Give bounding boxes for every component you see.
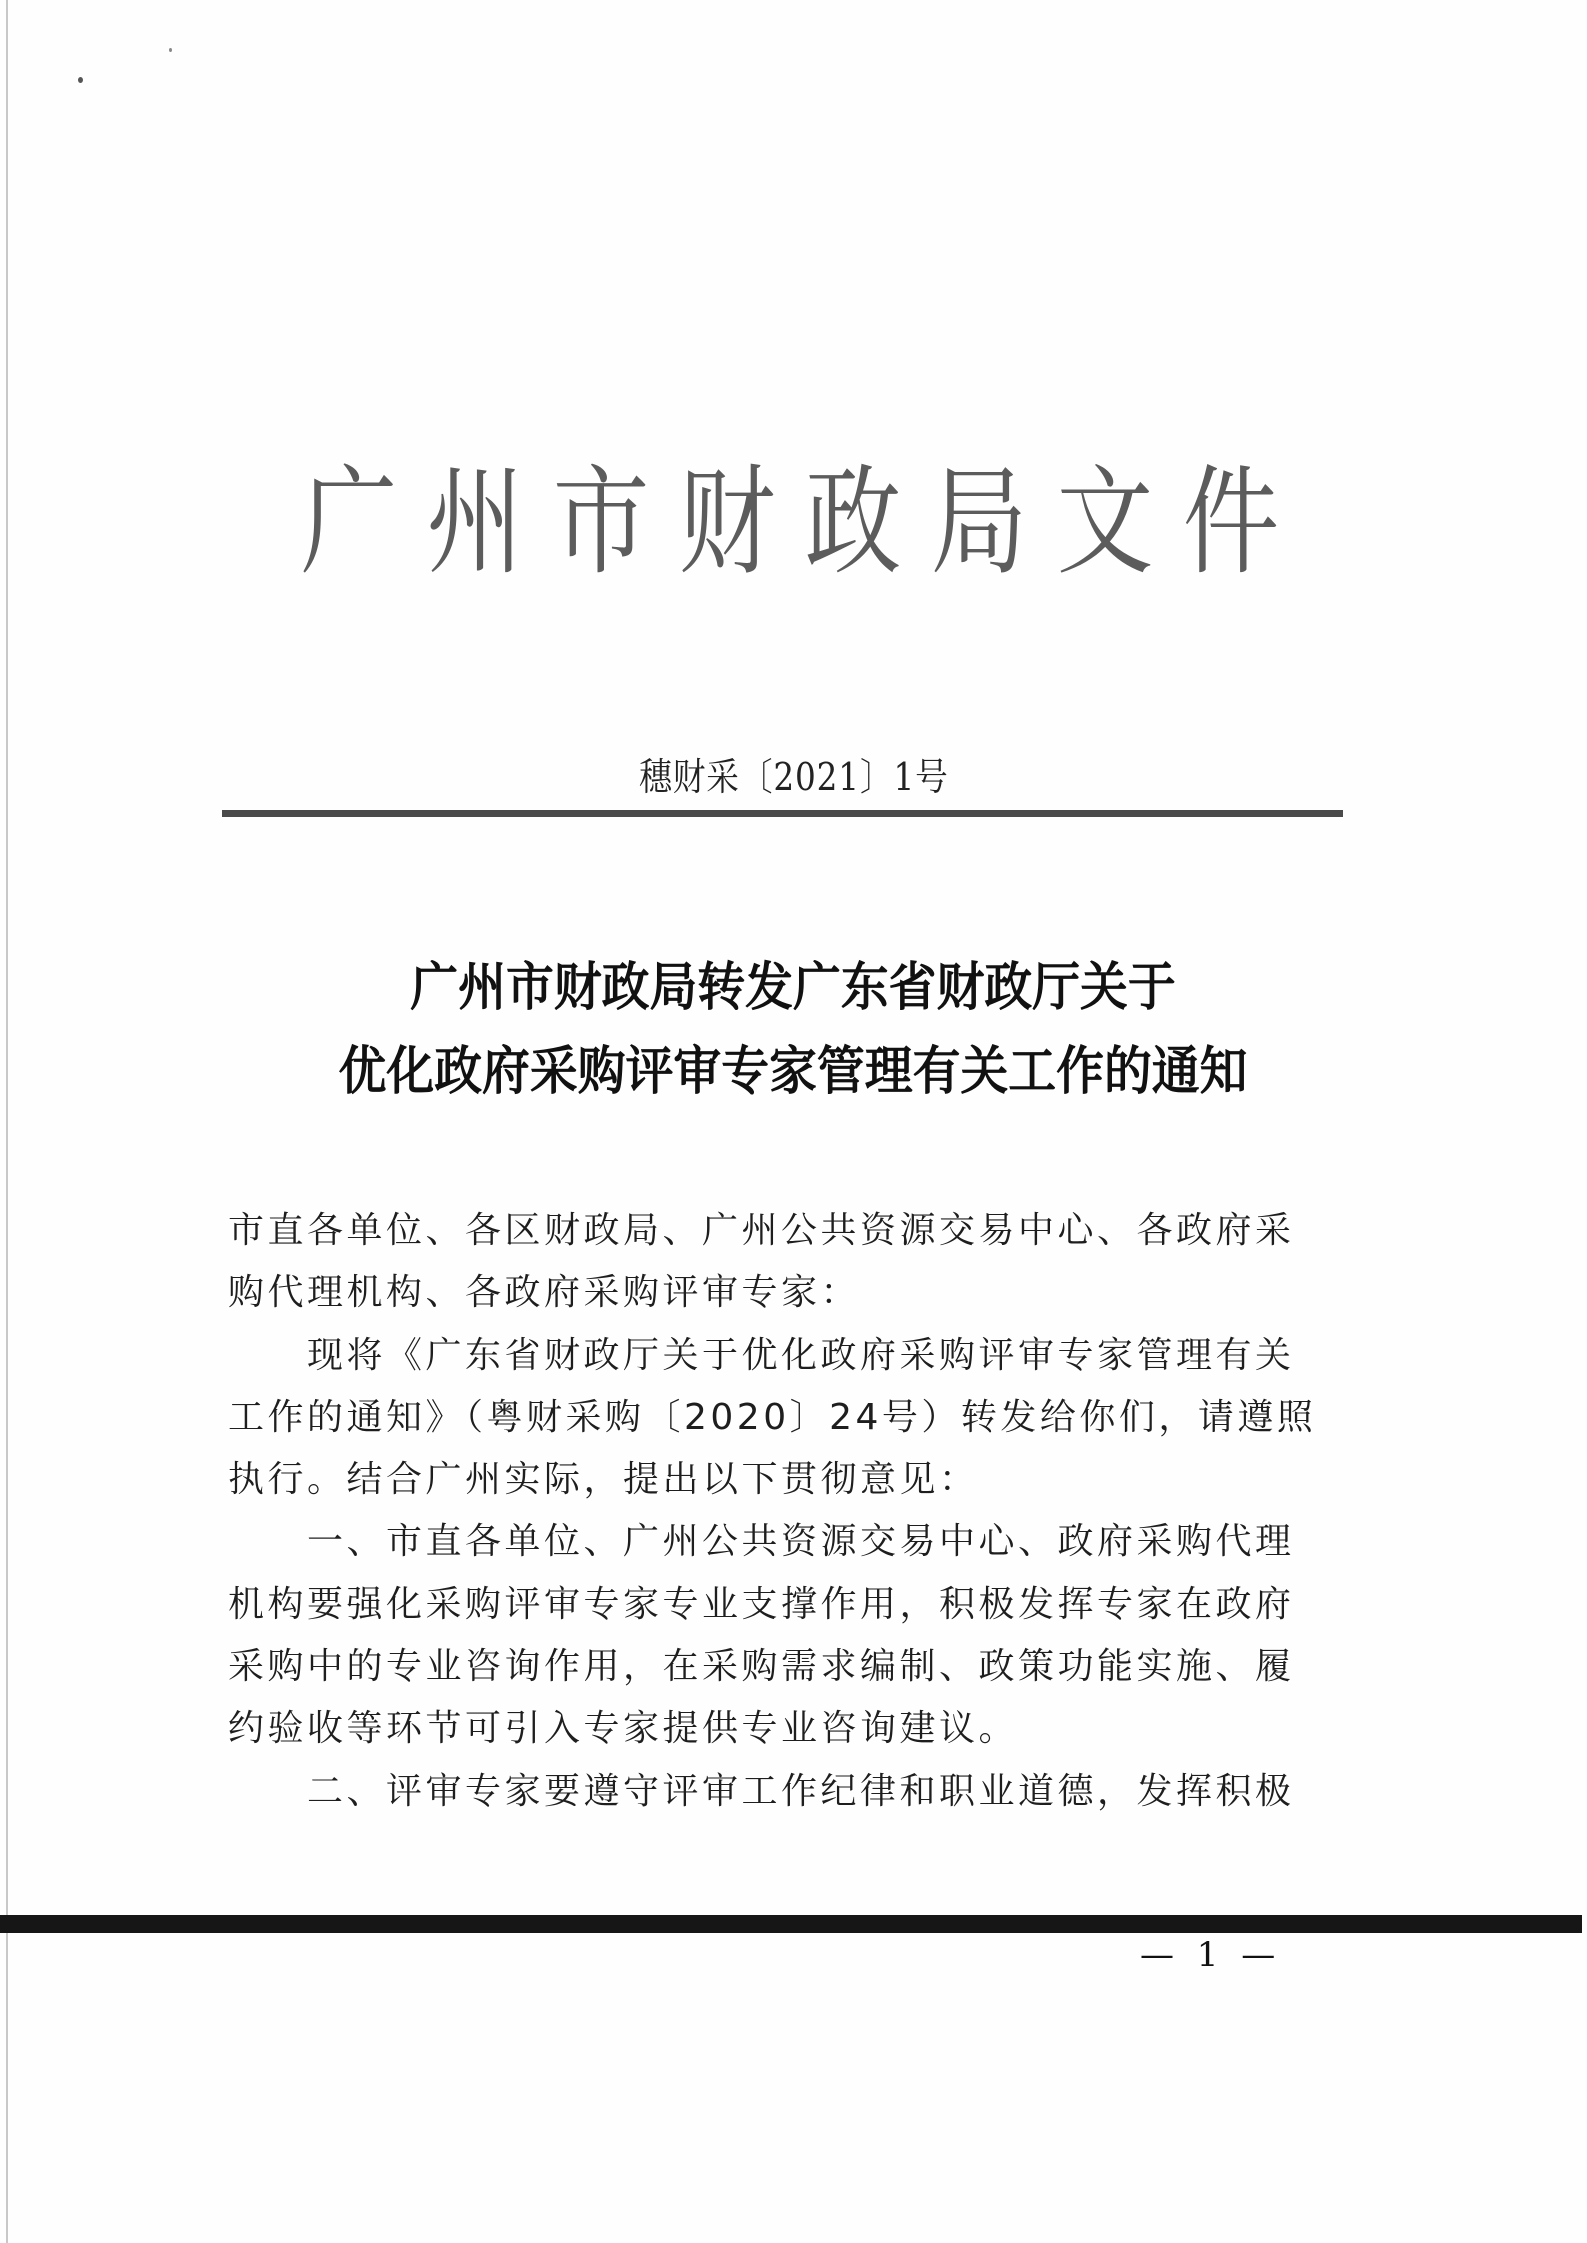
body-line: 采购中的专业咨询作用，在采购需求编制、政策功能实施、履 (228, 1646, 1295, 1688)
issuer-header-char: 财 (678, 453, 776, 591)
body-line: 工作的通知》（粤财采购〔2020〕24号）转发给你们，请遵照 (228, 1396, 1317, 1438)
scan-speck (169, 48, 172, 52)
document-body (228, 1200, 1338, 1823)
header-divider (222, 810, 1343, 817)
issuer-header-char: 文 (1056, 453, 1154, 591)
body-line: 机构要强化采购评审专家专业支撑作用，积极发挥专家在政府 (228, 1583, 1295, 1625)
body-line: 购代理机构、各政府采购评审专家： (228, 1272, 861, 1314)
issuer-header-char: 政 (804, 453, 902, 591)
document-title-line-1 (0, 946, 1587, 1030)
issuer-header-char: 广 (300, 453, 398, 591)
body-line: 约验收等环节可引入专家提供专业咨询建议。 (228, 1708, 1019, 1750)
issuer-header-char: 市 (552, 453, 650, 591)
body-line: 一、市直各单位、广州公共资源交易中心、政府采购代理 (307, 1521, 1295, 1563)
footer-rule (0, 1915, 1582, 1933)
body-line: 执行。结合广州实际，提出以下贯彻意见： (228, 1459, 979, 1501)
document-number-text: 穗财采〔2021〕1号 (638, 755, 949, 799)
page-number: — 1 — (1140, 1935, 1282, 1975)
body-line: 市直各单位、各区财政局、广州公共资源交易中心、各政府采 (228, 1210, 1295, 1251)
scan-speck (78, 77, 83, 83)
issuer-header-char: 局 (930, 453, 1028, 591)
document-title-text: 广州市财政局转发广东省财政厅关于 (410, 958, 1177, 1018)
body-line: 现将《广东省财政厅关于优化政府采购评审专家管理有关 (307, 1334, 1295, 1376)
document-number (0, 752, 1587, 802)
issuer-header-char: 州 (426, 453, 524, 591)
body-line: 二、评审专家要遵守评审工作纪律和职业道德，发挥积极 (307, 1770, 1295, 1812)
document-title-text: 优化政府采购评审专家管理有关工作的通知 (339, 1042, 1248, 1102)
issuer-header-char: 件 (1182, 453, 1280, 591)
scan-edge-line (6, 0, 8, 2243)
document-title-line-2 (0, 1030, 1587, 1114)
issuer-header (290, 452, 1290, 592)
